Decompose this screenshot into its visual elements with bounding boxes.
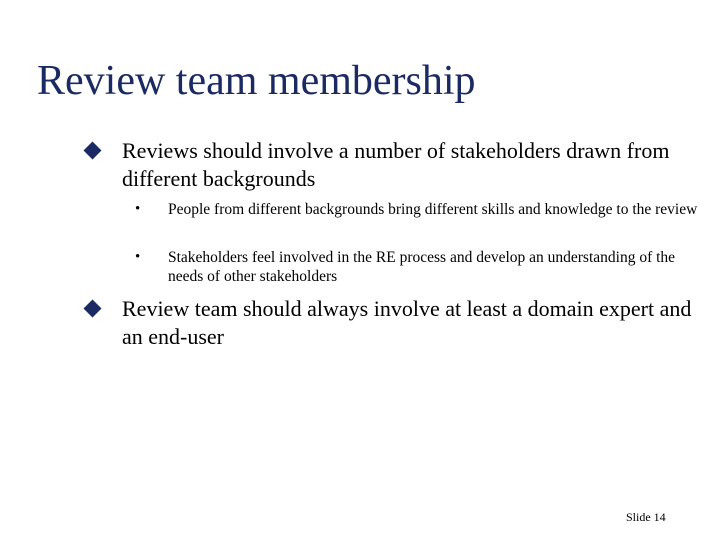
diamond-bullet-icon bbox=[83, 141, 101, 159]
slide-number bbox=[626, 509, 666, 525]
bullet-text: Reviews should involve a number of stakeholders drawn from different backgrounds bbox=[122, 138, 670, 191]
bullet-item bbox=[122, 295, 702, 351]
sub-bullet-item bbox=[135, 248, 698, 286]
bullet-text: Review team should always involve at least a domain expert and an end-user bbox=[122, 296, 692, 349]
slide-title: Review team membership bbox=[37, 58, 476, 104]
slide-number-label: Slide bbox=[626, 510, 651, 524]
bullet-item bbox=[122, 137, 702, 193]
sub-bullet-item bbox=[135, 200, 698, 219]
dot-bullet-icon: • bbox=[135, 201, 141, 217]
sub-bullet-text: People from different backgrounds bring different skills and knowledge to the review bbox=[168, 201, 698, 218]
sub-bullet-text: Stakeholders feel involved in the RE process and develop an understanding of the needs of other stakeholders bbox=[168, 249, 676, 285]
diamond-bullet-icon bbox=[83, 299, 101, 317]
dot-bullet-icon: • bbox=[135, 249, 141, 265]
slide-number-value: 14 bbox=[653, 510, 666, 524]
